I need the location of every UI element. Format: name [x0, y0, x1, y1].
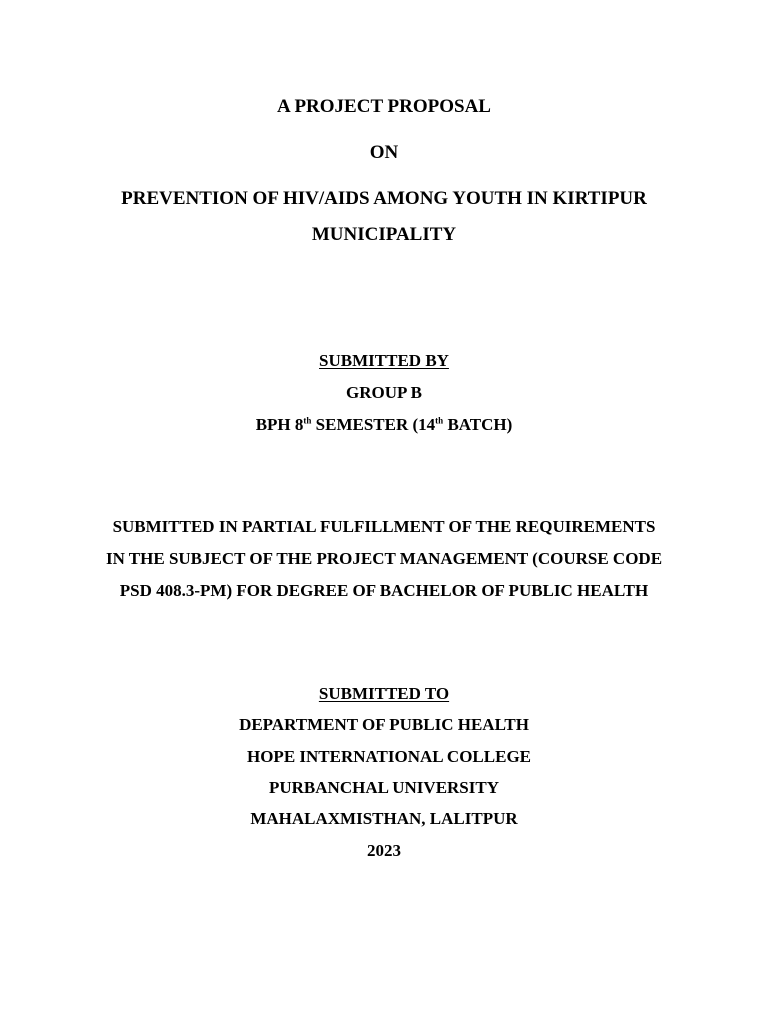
year: 2023 — [367, 841, 401, 860]
title-line-2: ON — [369, 142, 399, 163]
title-line-4: MUNICIPALITY — [311, 224, 457, 245]
submitted-to-heading-text: SUBMITTED TO — [318, 684, 450, 703]
semester-sup: th — [303, 415, 312, 426]
batch-suffix: BATCH) — [443, 415, 513, 434]
submitted-to-heading — [0, 685, 768, 702]
department-name: DEPARTMENT OF PUBLIC HEALTH — [239, 715, 529, 734]
fulfillment-line-3: PSD 408.3-PM) FOR DEGREE OF BACHELOR OF PUBLIC HEALTH — [119, 581, 649, 600]
semester-mid: SEMESTER (14 — [311, 415, 436, 434]
title-line-1: A PROJECT PROPOSAL — [277, 96, 491, 117]
group-name: GROUP B — [345, 383, 423, 402]
fulfillment-line-2: IN THE SUBJECT OF THE PROJECT MANAGEMENT (COURSE CODE — [105, 549, 663, 568]
university-name: PURBANCHAL UNIVERSITY — [268, 778, 499, 797]
submitted-by-heading — [0, 352, 768, 369]
college-name: HOPE INTERNATIONAL COLLEGE — [246, 747, 532, 766]
semester-prefix: BPH 8 — [255, 415, 304, 434]
location: MAHALAXMISTHAN, LALITPUR — [250, 809, 518, 828]
batch-sup: th — [435, 415, 444, 426]
title-line-3: PREVENTION OF HIV/AIDS AMONG YOUTH IN KIRTIPUR — [121, 188, 647, 209]
fulfillment-line-1: SUBMITTED IN PARTIAL FULFILLMENT OF THE REQUIREMENTS — [112, 517, 656, 536]
submitted-by-heading-text: SUBMITTED BY — [319, 351, 449, 370]
semester-batch — [0, 416, 768, 433]
